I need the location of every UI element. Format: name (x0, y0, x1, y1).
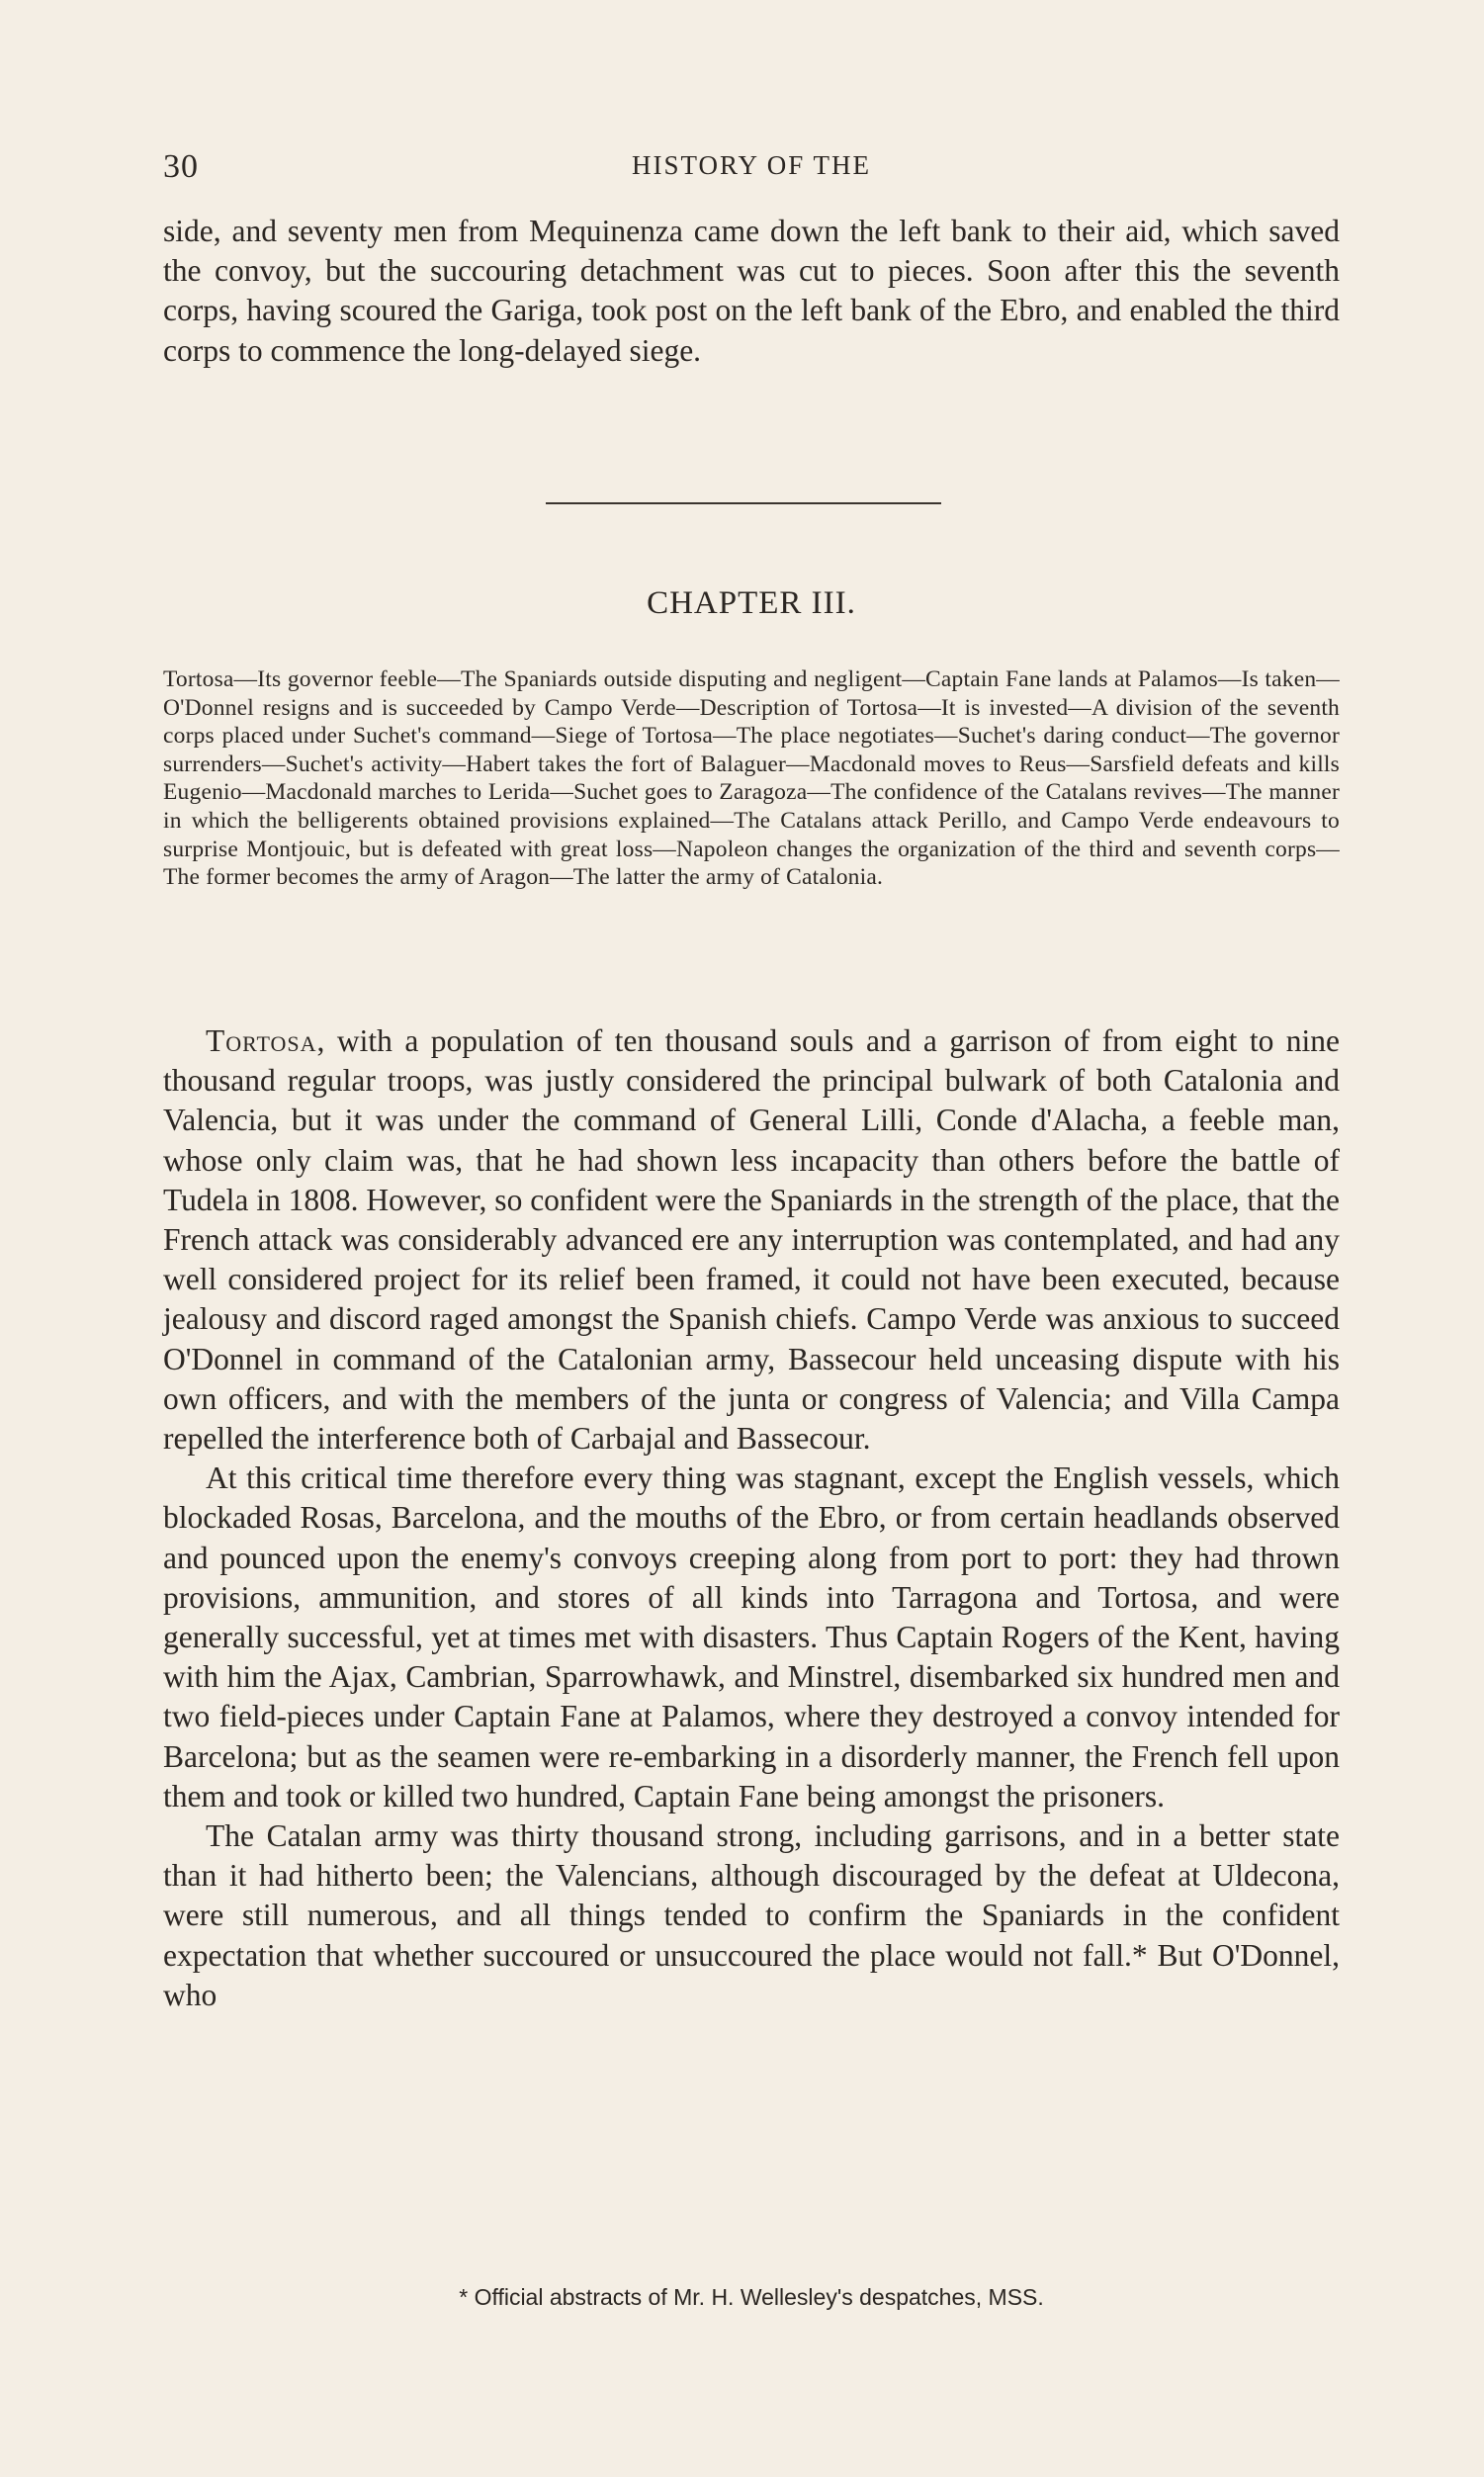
paragraph-2: At this critical time therefore every thing was stagnant, except the English vessels, which blockaded Rosas, Barcelona, and the mouths of the Ebro, or from certain headlands observed and pounced upon the enemy's convoys creeping along from port to port: they had thrown provisions, ammunition, and stores of all kinds into Tarragona and Tortosa, and were generally successful, yet at times met with disasters. Thus Captain Rogers of the Kent, having with him the Ajax, Cambrian, Sparrowhawk, and Minstrel, disembarked six hundred men and two field-pieces under Captain Fane at Palamos, where they destroyed a convoy intended for Barcelona; but as the seamen were re-embarking in a disorderly manner, the French fell upon them and took or killed two hundred, Captain Fane being amongst the prisoners. (163, 1460, 1340, 1814)
paragraph-1 (163, 1021, 1340, 1459)
running-header (163, 148, 1340, 188)
page-number: 30 (163, 148, 199, 185)
main-text (163, 1021, 1340, 2015)
footnote: * Official abstracts of Mr. H. Wellesley's despatches, MSS. (459, 2284, 1044, 2310)
opening-paragraph: side, and seventy men from Mequinenza came down the left bank to their aid, which saved the convoy, but the succouring detachment was cut to pieces. Soon after this the seventh corps, having scoured the Gariga, took post on the left bank of the Ebro, and enabled the third corps to commence the long-delayed siege. (163, 214, 1340, 368)
running-title: HISTORY OF THE (631, 150, 872, 180)
chapter-synopsis: Tortosa—Its governor feeble—The Spaniards outside disputing and negligent—Captain Fane lands at Palamos—Is taken—O'Donnel resigns and is succeeded by Campo Verde—Description of Tortosa—It is invested—A division of the seventh corps placed under Suchet's command—Siege of Tortosa—The place negotiates—Suchet's daring conduct—The governor surrenders—Suchet's activity—Habert takes the fort of Balaguer—Macdonald moves to Reus—Sarsfield defeats and kills Eugenio—Macdonald marches to Lerida—Suchet goes to Zaragoza—The confidence of the Catalans revives—The manner in which the belligerents obtained provisions explained—The Catalans attack Perillo, and Campo Verde endeavours to surprise Montjouic, but is defeated with great loss—Napoleon changes the organization of the third and seventh corps—The former becomes the army of Aragon—The latter the army of Catalonia. (163, 666, 1340, 891)
chapter-heading: CHAPTER III. (647, 585, 856, 621)
section-divider (546, 502, 941, 504)
paragraph-3: The Catalan army was thirty thousand strong, including garrisons, and in a better state than it had hitherto been; the Valencians, although discouraged by the defeat at Uldecona, were still numerous, and all things tended to confirm the Spaniards in the confident expectation that whether succoured or unsuccoured the place would not fall.* But O'Donnel, who (163, 1818, 1340, 2012)
paragraph-1-text: , with a population of ten thousand souls and a garrison of from eight to nine thousand regular troops, was justly considered the principal bulwark of both Catalonia and Valencia, but it was under the command of General Lilli, Conde d'Alacha, a feeble man, whose only claim was, that he had shown less incapacity than others before the battle of Tudela in 1808. However, so confident were the Spaniards in the strength of the place, that the French attack was considerably advanced ere any interruption was contemplated, and had any well considered project for its relief been framed, it could not have been executed, because jealousy and discord raged amongst the Spanish chiefs. Campo Verde was anxious to succeed O'Donnel in command of the Catalonian army, Bassecour held unceasing dispute with his own officers, and with the members of the junta or congress of Valencia; and Villa Campa repelled the interference both of Carbajal and Bassecour. (163, 1023, 1340, 1457)
paragraph-1-lead-word: Tortosa (206, 1023, 317, 1058)
